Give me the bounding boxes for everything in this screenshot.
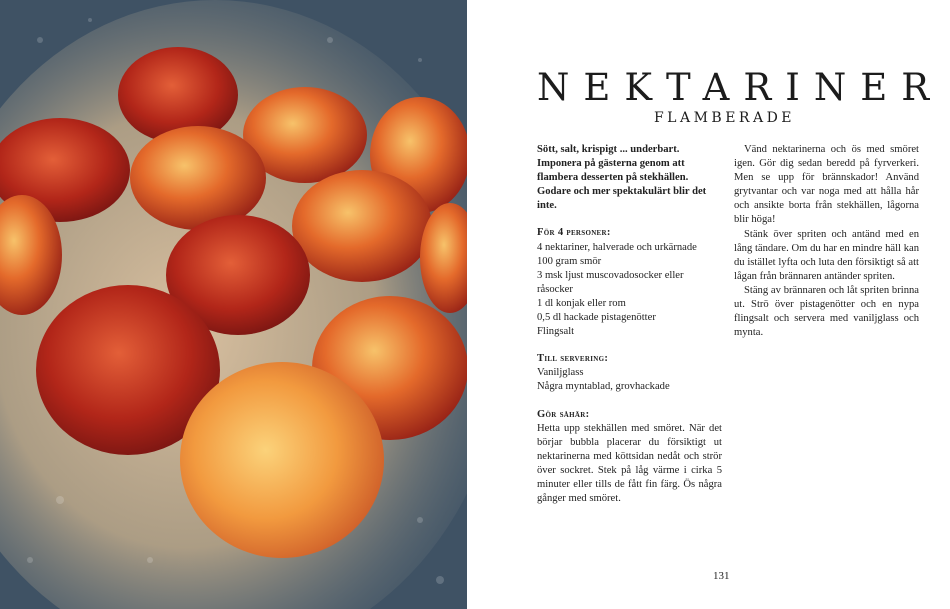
recipe-intro: Sött, salt, krispigt ... underbart. Imponera på gästerna genom att flambera desserten på stekhällen. Godare och mer spektakulärt blir det inte. [537,144,707,212]
serving-item: Några myntablad, grovhackade [537,381,670,393]
nectarine-illustration [0,0,467,609]
recipe-right-column [734,143,919,340]
method-step: Vänd nektarinerna och ös med smöret igen. Gör dig sedan beredd på fyrverkeri. Men se upp för brännskador! Använd grytvantar och var noga med att hålla hår och ansikte borta från stekhällen, lågorna blir höga! [734,144,919,226]
ingredient-item: 0,5 dl hackade pistagenötter [537,312,656,324]
method-heading: Gör såhär: [537,408,590,420]
recipe-left-column [537,143,722,519]
serving-section [537,352,722,394]
ingredients-heading: För 4 personer: [537,227,611,239]
method-step: Hetta upp stekhällen med smöret. När det börjar bubbla placerar du försiktigt ut nektarinerna med köttsidan nedåt och strör över sockret. Stek på låg värme i cirka 5 minuter eller tills de fått fin färg. Ös några gånger med smöret. [537,422,722,505]
ingredient-item: 1 dl konjak eller rom [537,297,626,309]
recipe-title: NEKTARINER [537,66,944,109]
page-number: 131 [713,570,730,582]
recipe-subtitle: FLAMBERADE [653,110,796,126]
ingredient-item: 3 msk ljust muscovadosocker eller råsocker [537,269,684,295]
ingredient-item: 4 nektariner, halverade och urkärnade [537,241,697,253]
ingredient-item: 100 gram smör [537,255,602,267]
method-step: Stäng av brännaren och låt spriten brinna ut. Strö över pistagenötter och en nypa flingsalt och servera med vaniljglass och mynta. [734,284,919,339]
nectarine-photo [0,0,467,609]
serving-heading: Till servering: [537,353,609,365]
serving-item: Vaniljglass [537,367,584,379]
method-step: Stänk över spriten och antänd med en lång tändare. Om du har en mindre häll kan du istället lyfta och luta den försiktigt så att lågan från brännaren antänder spriten. [734,228,919,282]
method-section [537,408,722,507]
ingredients-section [537,226,722,339]
ingredient-item: Flingsalt [537,326,575,338]
recipe-page [467,0,950,609]
